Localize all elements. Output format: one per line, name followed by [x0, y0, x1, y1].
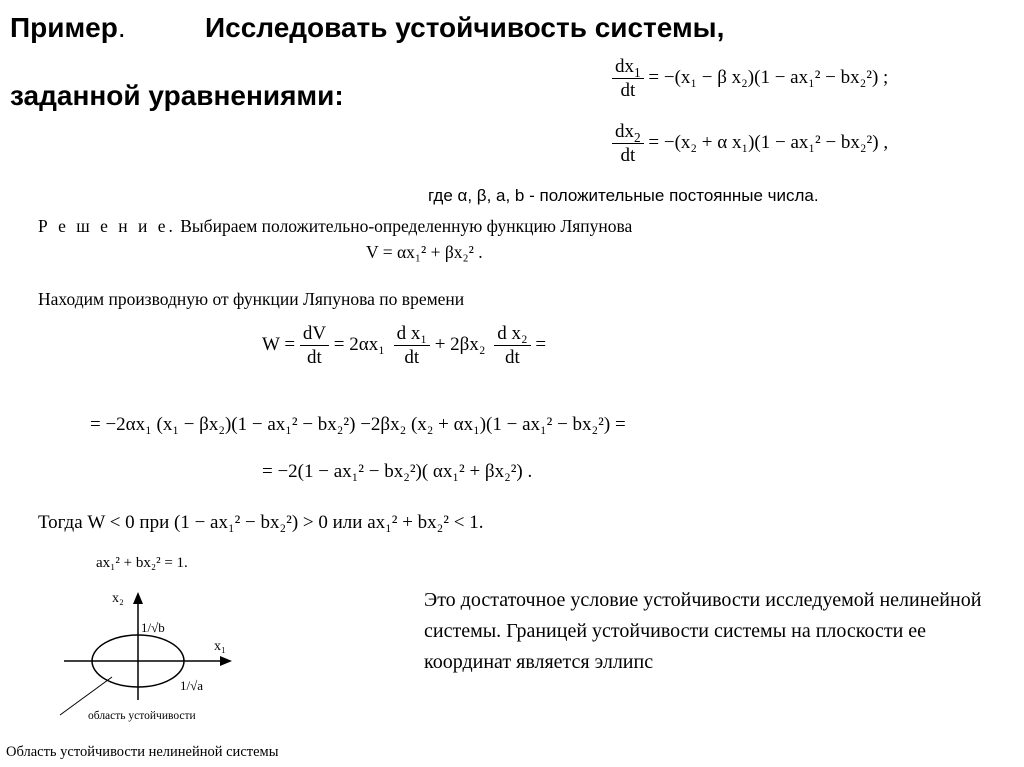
figure-caption: Область устойчивости нелинейной системы — [6, 744, 279, 760]
x2-axis-label: x₂ — [112, 591, 124, 606]
stability-condition: Тогда W < 0 при (1 − ax₁² − bx₂²) > 0 или ax₁² + bx₂² < 1. — [38, 512, 484, 533]
x2-arrow-icon — [133, 592, 143, 604]
task-statement-line2: заданной уравнениями: — [10, 80, 344, 111]
constants-note: где α, β, a, b - положительные постоянные числа. — [428, 186, 819, 205]
example-label: Пример. — [10, 12, 126, 43]
derivative-expansion: = −2αx₁ (x₁ − βx₂)(1 − ax₁² − bx₂²) −2βx₂ (x₂ + αx₁)(1 − ax₁² − bx₂²) = — [90, 414, 626, 435]
derivative-result: = −2(1 − ax₁² − bx₂²)( αx₁² + βx₂²) . — [262, 461, 533, 482]
a-intercept-label: 1/√a — [180, 678, 204, 693]
lyapunov-function: V = αx₁² + βx₂² . — [366, 242, 483, 262]
derivative-equation: W = $\frac{dV}{dt}$ = 2αx₁ $\frac{\text{d x₁}}{dt}$ + 2βx₂ $\frac{\text{d x₂}}{dt}$ = — [262, 323, 547, 368]
b-intercept-label: 1/√b — [141, 620, 165, 635]
conclusion-text: Это достаточное условие устойчивости исследуемой нелинейной системы. Границей устойчивости системы на плоскости ее координат является эллипс — [424, 589, 982, 673]
solution-intro: Р е ш е н и е. Выбираем положительно-определенную функцию Ляпунова — [38, 216, 633, 236]
system-equation-1: $\frac{dx_1}{dt}$ = −(x₁ − β x₂)(1 − ax₁² − bx₂²) ; — [612, 55, 888, 102]
derivative-text: Находим производную от функции Ляпунова по времени — [38, 289, 465, 309]
region-label: область устойчивости — [88, 710, 196, 722]
stability-region-figure — [0, 580, 300, 767]
system-equation-2: $\frac{dx_2}{dt}$ = −(x₂ + α x₁)(1 − ax₁² − bx₂²) , — [612, 120, 888, 167]
x1-arrow-icon — [220, 656, 232, 666]
task-statement: Исследовать устойчивость системы, — [205, 12, 725, 43]
x1-axis-label: x₁ — [214, 639, 226, 654]
ellipse-equation: ax₁² + bx₂² = 1. — [96, 555, 188, 571]
